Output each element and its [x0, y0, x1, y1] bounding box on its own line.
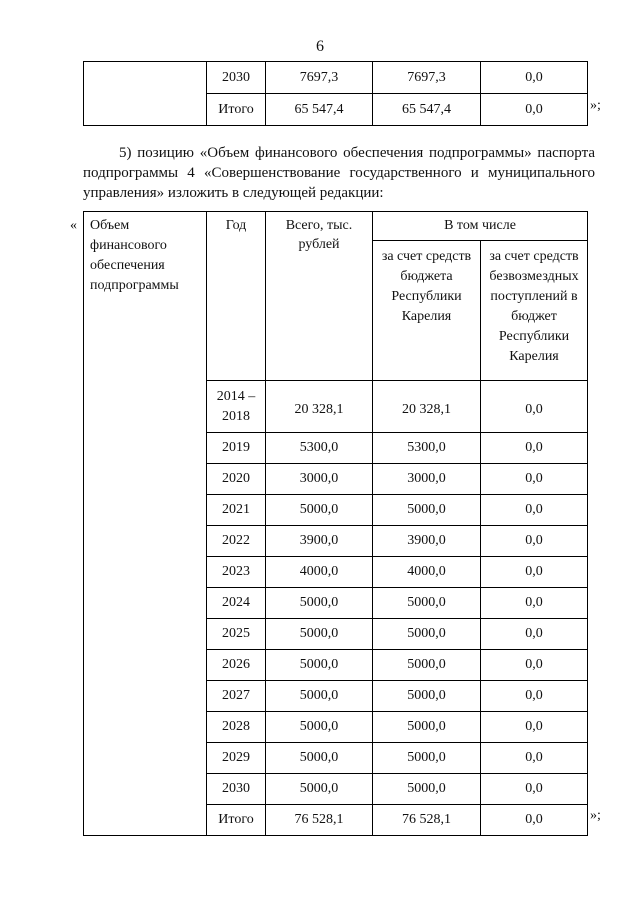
table-row	[84, 62, 588, 94]
year-cell: 2026	[207, 650, 266, 681]
year-cell: Итого	[207, 805, 266, 836]
total-cell: 3000,0	[266, 464, 373, 495]
budget-cell: 7697,3	[373, 62, 481, 94]
budget-cell: 5000,0	[373, 681, 481, 712]
amendment-paragraph	[83, 143, 595, 203]
opening-quote-mark: «	[70, 218, 77, 233]
year-cell: 2030	[207, 62, 266, 94]
year-cell: 2030	[207, 774, 266, 805]
closing-quote-mark: »;	[590, 98, 601, 113]
budget-header: за счет средств бюджета Республики Карелия	[373, 241, 481, 381]
total-cell: 5000,0	[266, 712, 373, 743]
page-number: 6	[316, 38, 324, 55]
grants-cell: 0,0	[481, 774, 588, 805]
total-cell: 5000,0	[266, 743, 373, 774]
paragraph-line: 5) позицию «Объем финансового обеспечения подпрограммы» паспорта	[119, 145, 595, 161]
budget-cell: 5000,0	[373, 650, 481, 681]
year-cell: Итого	[207, 94, 266, 126]
total-cell: 3900,0	[266, 526, 373, 557]
grants-cell: 0,0	[481, 650, 588, 681]
year-cell: 2027	[207, 681, 266, 712]
budget-cell: 76 528,1	[373, 805, 481, 836]
budget-cell: 5000,0	[373, 712, 481, 743]
budget-cell: 5000,0	[373, 588, 481, 619]
total-cell: 4000,0	[266, 557, 373, 588]
grants-cell: 0,0	[481, 526, 588, 557]
year-cell: 2025	[207, 619, 266, 650]
budget-cell: 3900,0	[373, 526, 481, 557]
main-table	[83, 211, 588, 836]
total-cell: 5000,0	[266, 650, 373, 681]
budget-cell: 4000,0	[373, 557, 481, 588]
total-cell: 5000,0	[266, 619, 373, 650]
top-table	[83, 61, 588, 126]
year-cell: 2021	[207, 495, 266, 526]
budget-cell: 5000,0	[373, 619, 481, 650]
grants-cell: 0,0	[481, 588, 588, 619]
year-cell: 2022	[207, 526, 266, 557]
empty-label-cell	[84, 62, 207, 126]
year-header: Год	[207, 212, 266, 381]
budget-cell: 5000,0	[373, 743, 481, 774]
total-cell: 20 328,1	[266, 381, 373, 433]
grants-cell: 0,0	[481, 712, 588, 743]
year-cell: 2019	[207, 433, 266, 464]
row-label-cell: Объем финансового обеспечения подпрограммы	[84, 212, 207, 836]
paragraph-line: подпрограммы 4 «Совершенствование государственного и муниципального	[83, 165, 595, 181]
grants-cell: 0,0	[481, 805, 588, 836]
grants-cell: 0,0	[481, 381, 588, 433]
year-cell: 2023	[207, 557, 266, 588]
year-cell: 2014 – 2018	[207, 381, 266, 433]
header-row	[84, 212, 588, 241]
budget-cell: 5300,0	[373, 433, 481, 464]
year-cell: 2024	[207, 588, 266, 619]
total-cell: 5300,0	[266, 433, 373, 464]
year-cell: 2020	[207, 464, 266, 495]
grants-cell: 0,0	[481, 681, 588, 712]
budget-cell: 65 547,4	[373, 94, 481, 126]
closing-quote-mark: »;	[590, 808, 601, 823]
total-cell: 7697,3	[266, 62, 373, 94]
grants-header: за счет средств безвозмездных поступлений в бюджет Республики Карелия	[481, 241, 588, 381]
budget-cell: 20 328,1	[373, 381, 481, 433]
grants-cell: 0,0	[481, 495, 588, 526]
grants-cell: 0,0	[481, 743, 588, 774]
budget-cell: 3000,0	[373, 464, 481, 495]
total-cell: 5000,0	[266, 774, 373, 805]
total-cell: 76 528,1	[266, 805, 373, 836]
grants-cell: 0,0	[481, 433, 588, 464]
paragraph-line: управления» изложить в следующей редакции:	[83, 185, 384, 201]
grants-cell: 0,0	[481, 464, 588, 495]
grants-cell: 0,0	[481, 94, 588, 126]
total-cell: 65 547,4	[266, 94, 373, 126]
year-cell: 2028	[207, 712, 266, 743]
total-cell: 5000,0	[266, 588, 373, 619]
grants-cell: 0,0	[481, 557, 588, 588]
total-header: Всего, тыс. рублей	[266, 212, 373, 381]
grants-cell: 0,0	[481, 619, 588, 650]
budget-cell: 5000,0	[373, 495, 481, 526]
year-cell: 2029	[207, 743, 266, 774]
group-header: В том числе	[373, 212, 588, 241]
budget-cell: 5000,0	[373, 774, 481, 805]
grants-cell: 0,0	[481, 62, 588, 94]
total-cell: 5000,0	[266, 495, 373, 526]
total-cell: 5000,0	[266, 681, 373, 712]
